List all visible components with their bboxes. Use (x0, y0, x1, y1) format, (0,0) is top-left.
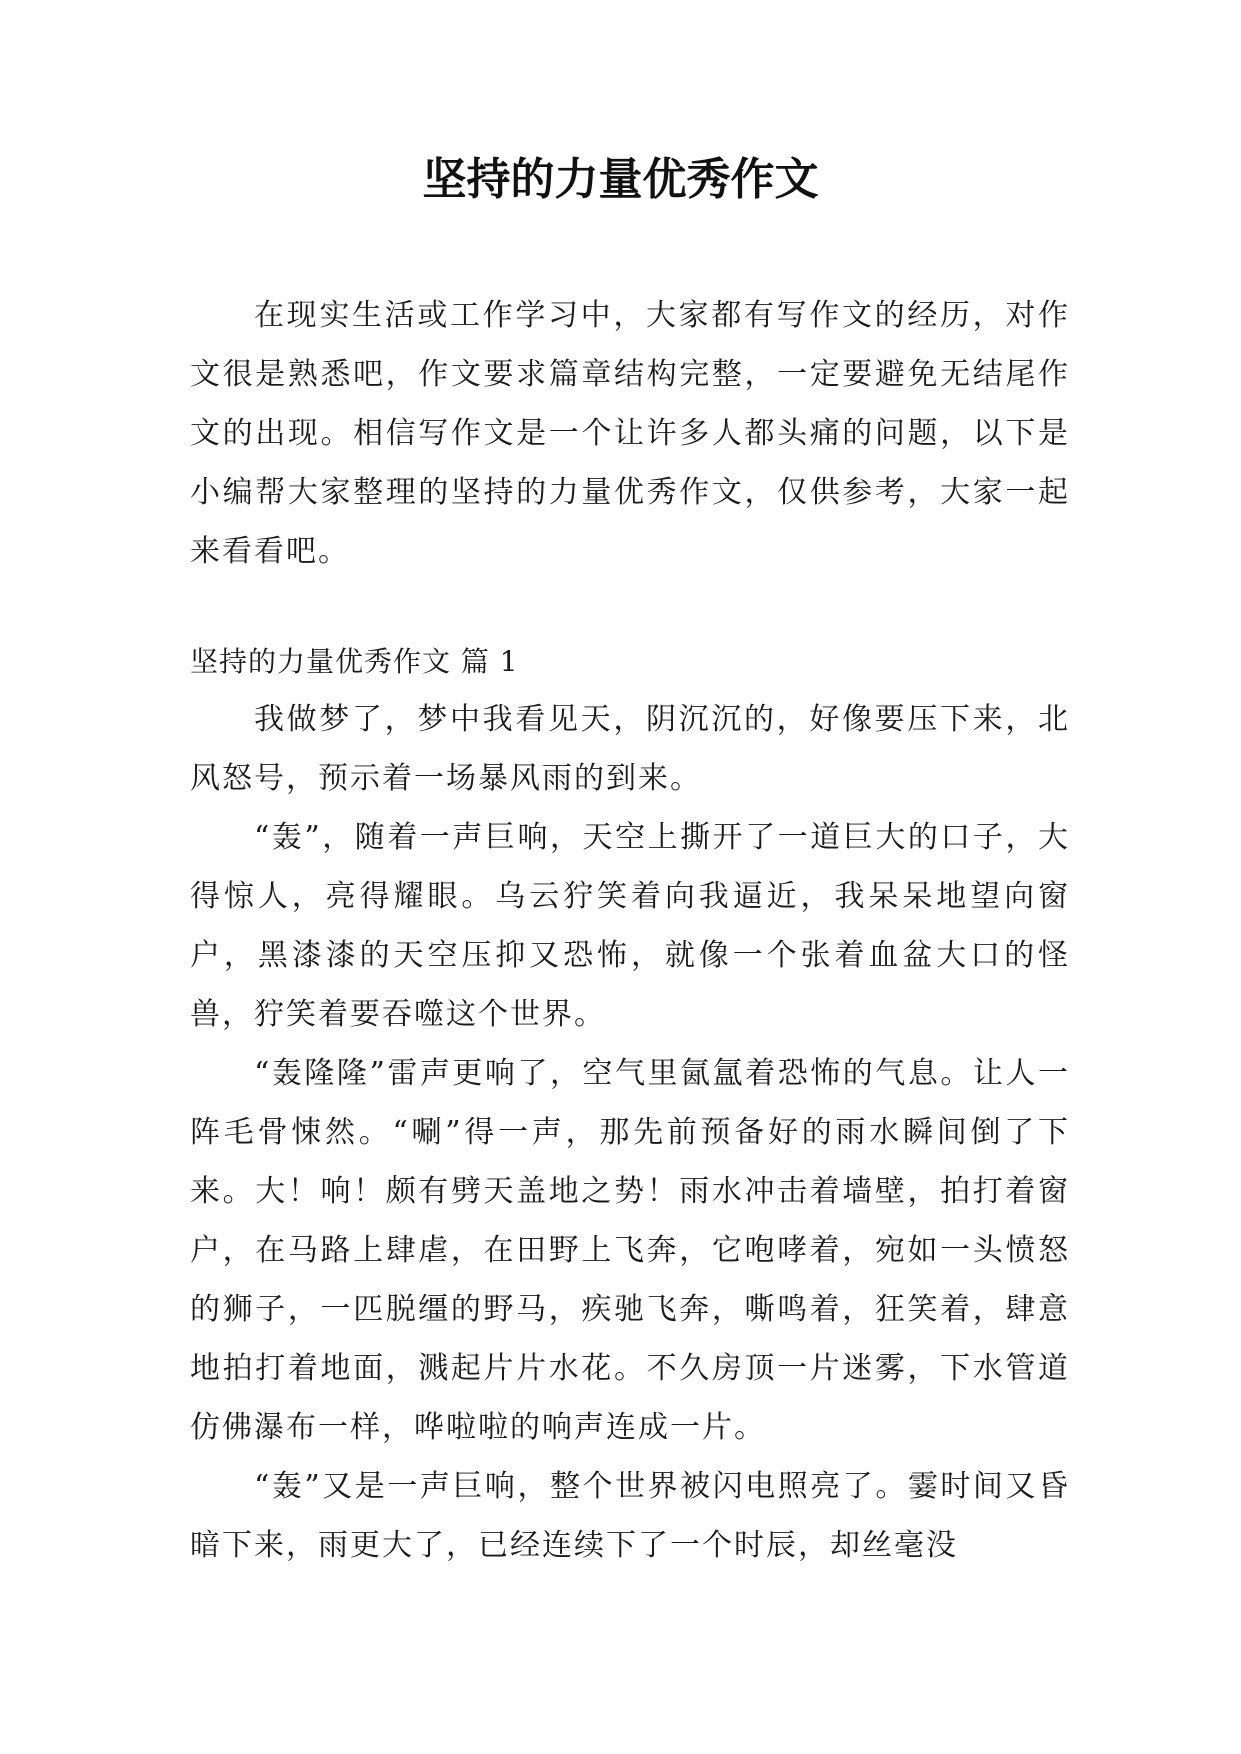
intro-paragraph: 在现实生活或工作学习中，大家都有写作文的经历，对作文很是熟悉吧，作文要求篇章结构完整，一定要避免无结尾作文的出现。相信写作文是一个让许多人都头痛的问题，以下是小编帮大家整理的坚持的力量优秀作文，仅供参考，大家一起来看看吧。 (190, 298, 1070, 569)
section-heading: 坚持的力量优秀作文 篇 1 (190, 645, 519, 678)
essay-paragraph: “轰”又是一声巨响，整个世界被闪电照亮了。霎时间又昏暗下来，雨更大了，已经连续下了一个时辰，却丝毫没 (190, 1469, 1070, 1563)
document-title: 坚持的力量优秀作文 (422, 154, 819, 205)
intro-section (190, 286, 1070, 581)
essay-paragraph: “轰隆隆”雷声更响了，空气里氤氲着恐怖的气息。让人一阵毛骨悚然。“唰”得一声，那先前预备好的雨水瞬间倒了下来。大！响！颇有劈天盖地之势！雨水冲击着墙壁，拍打着窗户，在马路上肆虐，在田野上飞奔，它咆哮着，宛如一头愤怒的狮子，一匹脱缰的野马，疾驰飞奔，嘶鸣着，狂笑着，肆意地拍打着地面，溅起片片水花。不久房顶一片迷雾，下水管道仿佛瀑布一样，哗啦啦的响声连成一片。 (190, 1056, 1070, 1445)
essay-paragraph: “轰”，随着一声巨响，天空上撕开了一道巨大的口子，大得惊人，亮得耀眼。乌云狞笑着向我逼近，我呆呆地望向窗户，黑漆漆的天空压抑又恐怖，就像一个张着血盆大口的怪兽，狞笑着要吞噬这个世界。 (190, 820, 1070, 1032)
essay-body (190, 690, 1070, 1575)
essay-paragraph: 我做梦了，梦中我看见天，阴沉沉的，好像要压下来，北风怒号，预示着一场暴风雨的到来。 (190, 702, 1070, 796)
